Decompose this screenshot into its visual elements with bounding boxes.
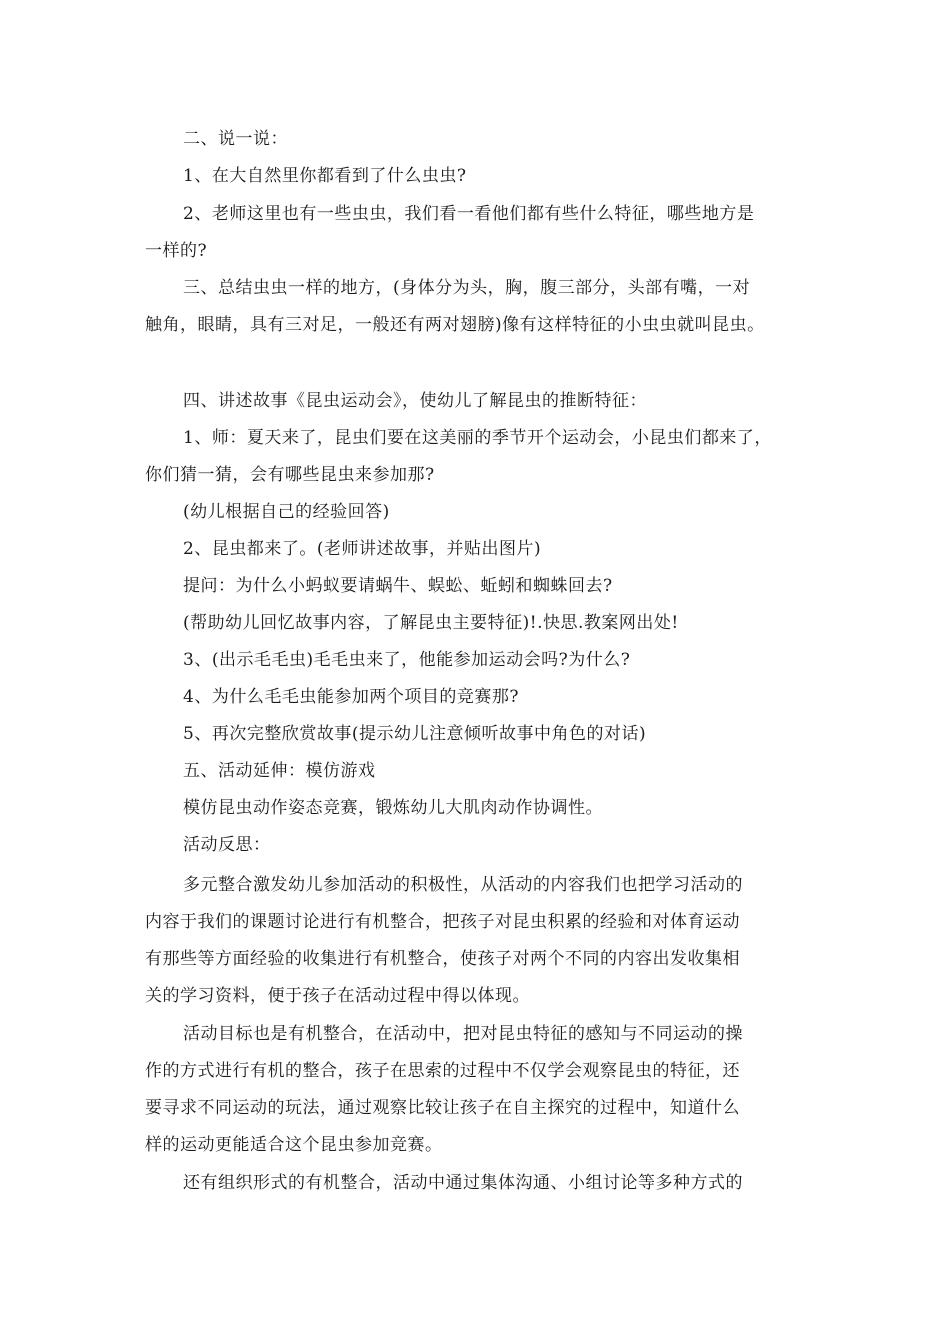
section-heading-2: 二、说一说： bbox=[183, 129, 288, 149]
section-heading-5: 五、活动延伸：模仿游戏 bbox=[183, 761, 376, 781]
note-line: (幼儿根据自己的经验回答) bbox=[183, 502, 390, 522]
note-line: (帮助幼儿回忆故事内容，了解昆虫主要特征)!.快思.教案网出处! bbox=[183, 613, 679, 633]
paragraph-line: 内容于我们的课题讨论进行有机整合，把孩子对昆虫积累的经验和对体育运动 bbox=[145, 912, 740, 932]
paragraph-line: 样的运动更能适合这个昆虫参加竞赛。 bbox=[145, 1135, 443, 1155]
paragraph-line: 要寻求不同运动的玩法，通过观察比较让孩子在自主探究的过程中，知道什么 bbox=[145, 1098, 740, 1118]
section-heading-3-cont: 触角，眼睛，具有三对足，一般还有两对翅膀)像有这样特征的小虫虫就叫昆虫。 bbox=[145, 315, 765, 335]
paragraph-line: 关的学习资料，便于孩子在活动过程中得以体现。 bbox=[145, 986, 530, 1006]
question-line: 提问：为什么小蚂蚁要请蜗牛、蜈蚣、蚯蚓和蜘蛛回去? bbox=[183, 576, 613, 596]
paragraph-line: 还有组织形式的有机整合，活动中通过集体沟通、小组讨论等多种方式的 bbox=[183, 1173, 743, 1193]
list-item-1-cont: 你们猜一猜，会有哪些昆虫来参加那? bbox=[145, 465, 435, 485]
list-item-4: 4、为什么毛毛虫能参加两个项目的竞赛那? bbox=[183, 687, 519, 707]
list-item-1: 1、师：夏天来了，昆虫们要在这美丽的季节开个运动会，小昆虫们都来了， bbox=[183, 428, 772, 448]
paragraph-line: 模仿昆虫动作姿态竞赛，锻炼幼儿大肌肉动作协调性。 bbox=[183, 798, 603, 818]
list-item-2: 2、昆虫都来了。(老师讲述故事，并贴出图片) bbox=[183, 539, 542, 559]
list-item-5: 5、再次完整欣赏故事(提示幼儿注意倾听故事中角色的对话) bbox=[183, 724, 647, 744]
list-item-1: 1、在大自然里你都看到了什么虫虫? bbox=[183, 166, 467, 186]
paragraph-line: 活动目标也是有机整合，在活动中，把对昆虫特征的感知与不同运动的操 bbox=[183, 1024, 743, 1044]
section-heading-3: 三、总结虫虫一样的地方，(身体分为头，胸，腹三部分，头部有嘴，一对 bbox=[183, 278, 751, 298]
reflection-heading: 活动反思： bbox=[183, 835, 271, 855]
paragraph-line: 多元整合激发幼儿参加活动的积极性，从活动的内容我们也把学习活动的 bbox=[183, 875, 743, 895]
list-item-2: 2、老师这里也有一些虫虫，我们看一看他们都有些什么特征，哪些地方是 bbox=[183, 204, 755, 224]
list-item-2-cont: 一样的? bbox=[145, 241, 208, 261]
paragraph-line: 作的方式进行有机的整合，孩子在思索的过程中不仅学会观察昆虫的特征，还 bbox=[145, 1061, 740, 1081]
section-heading-4: 四、讲述故事《昆虫运动会》，使幼儿了解昆虫的推断特征： bbox=[183, 391, 647, 411]
paragraph-line: 有那些等方面经验的收集进行有机整合，使孩子对两个不同的内容出发收集相 bbox=[145, 949, 740, 969]
list-item-3: 3、(出示毛毛虫)毛毛虫来了，他能参加运动会吗?为什么? bbox=[183, 650, 631, 670]
